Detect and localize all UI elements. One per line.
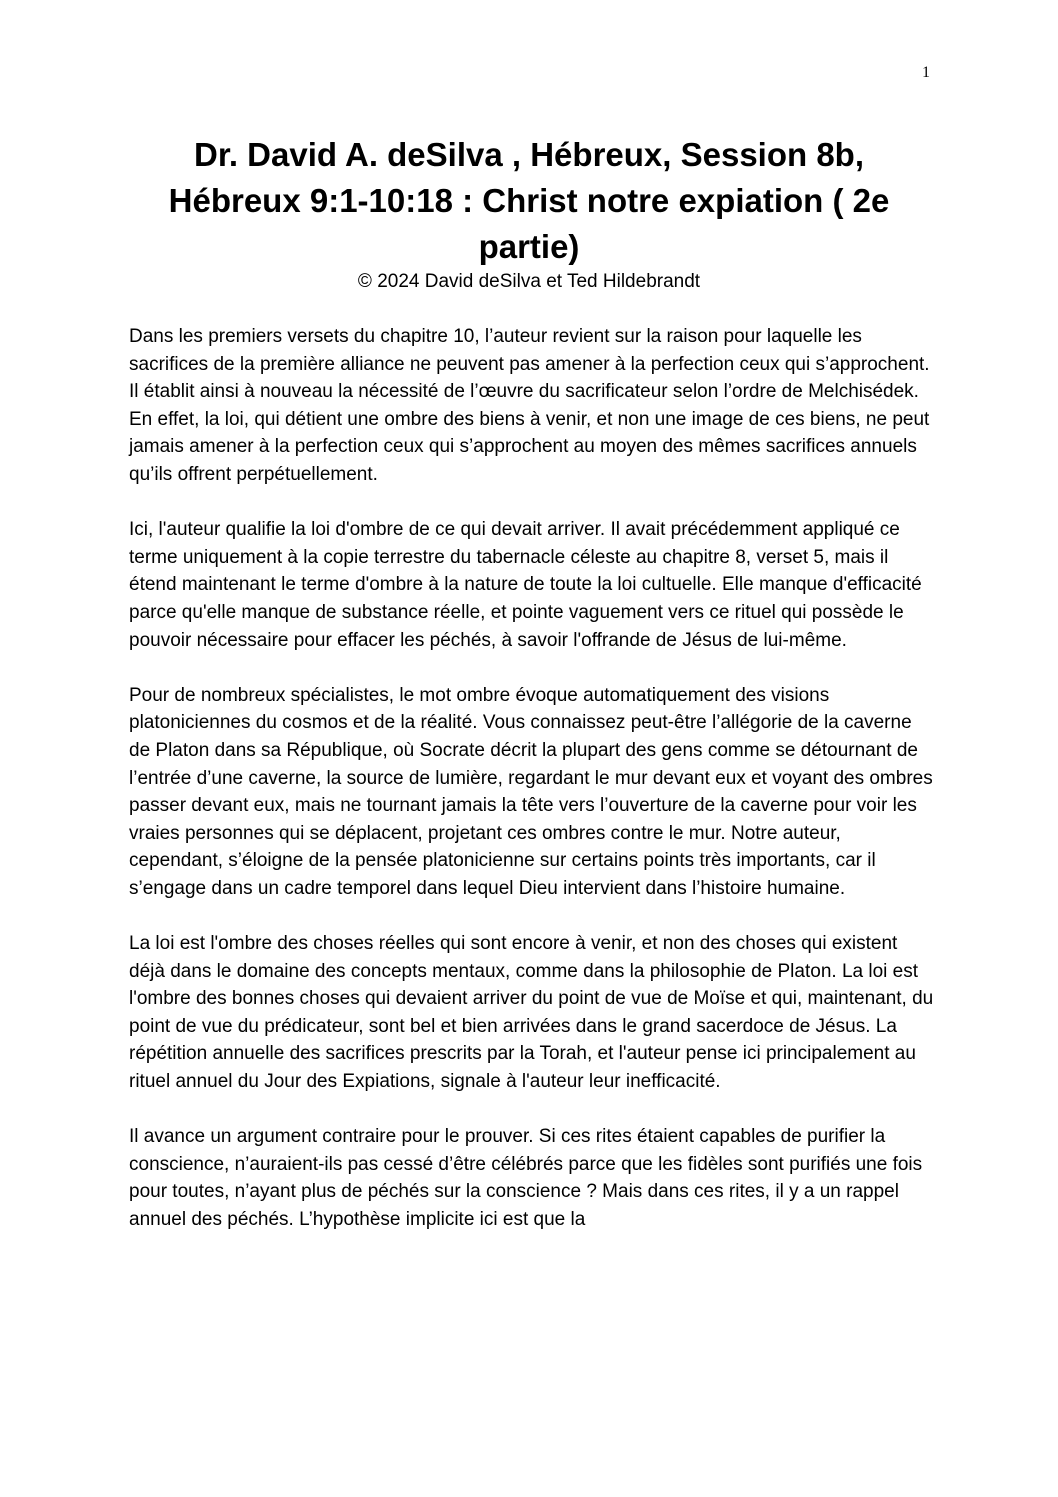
- paragraph: Il avance un argument contraire pour le prouver. Si ces rites étaient capables de purifier la conscience, n’auraient-ils pas cessé d’être célébrés parce que les fidèles sont purifiés une fois pour toutes, n’ayant plus de péchés sur la conscience ? Mais dans ces rites, il y a un rappel annuel des péchés. L’hypothèse implicite ici est que la: [129, 1126, 923, 1230]
- paragraph: La loi est l'ombre des choses réelles qui sont encore à venir, et non des choses qui existent déjà dans le domaine des concepts mentaux, comme dans la philosophie de Platon. La loi est l'ombre des bonnes choses qui devaient arriver du point de vue de Moïse et qui, maintenant, du point de vue du prédicateur, sont bel et bien arrivées dans le grand sacerdoce de Jésus. La répétition annuelle des sacrifices prescrits par la Torah, et l'auteur pense ici principalement au rituel annuel du Jour des Expiations, signale à l'auteur leur inefficacité.: [129, 933, 934, 1093]
- paragraph: Ici, l'auteur qualifie la loi d'ombre de ce qui devait arriver. Il avait précédemment appliqué ce terme uniquement à la copie terrestre du tabernacle céleste au chapitre 8, verset 5, mais il étend maintenant le terme d'ombre à la nature de toute la loi cultuelle. Elle manque d'efficacité parce qu'elle manque de substance réelle, et pointe vaguement vers ce rituel qui possède le pouvoir nécessaire pour effacer les péchés, à savoir l'offrande de Jésus de lui-même.: [129, 519, 922, 651]
- paragraph: Dans les premiers versets du chapitre 10, l’auteur revient sur la raison pour laquelle les sacrifices de la première alliance ne peuvent pas amener à la perfection ceux qui s’approchent. Il établit ainsi à nouveau la nécessité de l’œuvre du sacrificateur selon l’ordre de Melchisédek. En effet, la loi, qui détient une ombre des biens à venir, et non une image de ces biens, ne peut jamais amener à la perfection ceux qui s’approchent au moyen des mêmes sacrifices annuels qu’ils offrent perpétuellement.: [129, 326, 930, 485]
- page-number: 1: [922, 64, 930, 81]
- paragraph: Pour de nombreux spécialistes, le mot ombre évoque automatiquement des visions platoniciennes du cosmos et de la réalité. Vous connaissez peut-être l’allégorie de la caverne de Platon dans sa République, où Socrate décrit la plupart des gens comme se détournant de l’entrée d’une caverne, la source de lumière, regardant le mur devant eux et voyant des ombres passer devant eux, mais ne tournant jamais la tête vers l’ouverture de la caverne pour voir les vraies personnes qui se déplacent, projetant ces ombres contre le mur. Notre auteur, cependant, s’éloigne de la pensée platonicienne sur certains points très importants, car il s’engage dans un cadre temporel dans lequel Dieu intervient dans l’histoire humaine.: [129, 684, 933, 899]
- document-body: [129, 323, 937, 1261]
- document-title: Dr. David A. deSilva , Hébreux, Session 8b, Hébreux 9:1-10:18 : Christ notre expiation ( 2e partie): [168, 136, 890, 265]
- copyright-line: © 2024 David deSilva et Ted Hildebrandt: [357, 271, 701, 292]
